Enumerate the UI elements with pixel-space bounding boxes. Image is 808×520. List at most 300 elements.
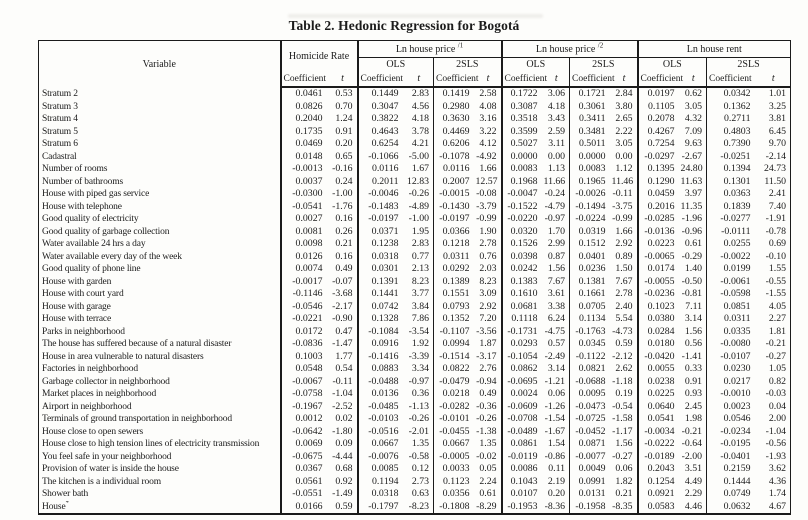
t-value-cell: -0.08 [476,188,497,200]
coefficient-cell: 0.0548 [281,363,329,376]
t-value-cell: 11.46 [611,175,634,187]
t-value-cell: 0.19 [615,388,633,400]
coefficient-cell: 0.0085 [358,463,405,476]
coefficient-cell: 0.0546 [707,413,757,426]
coefficient-cell: 0.0862 [502,363,544,376]
t-value-cell: 11.35 [680,200,703,212]
t-value-cell: 5.54 [615,313,633,325]
t-value-cell: 3.16 [479,113,497,125]
t-value-cell: -0.54 [612,400,633,412]
t-column-header: t [681,71,707,87]
ln-house-price-2-header [502,41,638,58]
t-value-cell: -2.52 [332,400,353,412]
coefficient-cell: 0.0991 [570,476,612,489]
rent-ols-header: OLS [638,58,707,72]
t-value-cell: 0.21 [335,238,353,250]
t-value-cell: 0.93 [684,388,703,400]
t-value-cell: -1.04 [332,388,353,400]
coefficient-cell: 0.1722 [502,87,544,101]
t-value-cell: 3.06 [547,88,566,100]
coefficient-cell: 0.0461 [281,87,329,101]
coefficient-cell: 0.0883 [358,363,405,376]
table-row [39,488,791,501]
t-value-cell: 2.99 [547,238,566,250]
coefficient-cell: 0.3061 [570,101,612,114]
t-value-cell: -2.17 [332,300,353,312]
coefficient-cell: -0.1084 [358,326,405,339]
t-value-cell: 2.59 [547,125,566,137]
coefficient-cell: 0.3481 [570,126,612,139]
t-value-cell: -8.35 [612,500,633,512]
t-column-header: t [544,71,570,87]
t-value-cell: 11.66 [543,175,566,187]
coefficient-cell: 0.6254 [358,138,405,151]
t-value-cell: 3.25 [768,100,787,112]
coefficient-cell: -0.1066 [358,151,405,164]
t-value-cell: 0.69 [768,238,787,250]
t-value-cell: 3.05 [684,100,703,112]
table-row [39,113,791,126]
table-row [39,276,791,289]
coefficient-cell: -0.0026 [570,188,612,201]
t-value-cell: 0.87 [547,250,566,262]
t-value-cell: 6.24 [547,313,566,325]
coefficient-cell: -0.0516 [358,426,405,439]
t-value-cell: -0.11 [332,375,353,387]
coefficient-cell: 0.0667 [434,438,476,451]
variable-cell: House close to high tension lines of electricity transmission [42,439,260,450]
table-row [39,138,791,151]
t-value-cell: -4.79 [544,200,566,212]
coefficient-cell: -0.1122 [570,351,612,364]
t-value-cell: 7.86 [411,313,430,325]
coefficient-cell: 0.0136 [358,388,405,401]
table-row [39,351,791,364]
coefficient-cell: 0.0320 [502,226,544,239]
t-value-cell: -0.90 [332,313,353,325]
t-value-cell: 12.57 [475,175,498,187]
table-row [39,176,791,189]
t-value-cell: 3.11 [548,138,566,150]
coefficient-cell: 0.2007 [434,176,476,189]
homicide-rate-header [281,41,358,72]
coefficient-cell: -0.0234 [707,426,757,439]
coefficient-cell: -0.1107 [434,326,476,339]
coefficient-column-header: Coefficient [281,71,329,87]
t-value-cell: 7.20 [479,313,497,325]
t-value-cell: 11.50 [764,175,787,187]
coefficient-cell: -0.0076 [358,451,405,464]
t-value-cell: 1.87 [479,338,497,350]
t-value-cell: -3.75 [612,200,633,212]
coefficient-cell: 0.0148 [281,151,329,164]
coefficient-cell: 0.0916 [358,338,405,351]
coefficient-cell: 0.0242 [502,263,544,276]
coefficient-cell: -0.0488 [358,376,405,389]
coefficient-column-header: Coefficient [502,71,544,87]
t-value-cell: 4.05 [768,300,787,312]
coefficient-cell: 0.1003 [281,351,329,364]
t-value-cell: -0.26 [408,413,430,425]
coefficient-cell: 0.2011 [358,176,405,189]
table-row [39,476,791,489]
coefficient-cell: 0.0180 [638,338,681,351]
t-value-cell: 2.84 [615,88,633,100]
variable-cell: The house has suffered because of a natural disaster [42,339,232,350]
variable-cell: Airport in neighborhood [42,401,132,412]
t-value-cell: 3.22 [479,125,497,137]
coefficient-cell: 0.0095 [570,388,612,401]
coefficient-cell: 0.0236 [570,263,612,276]
coefficient-cell: 0.0081 [281,226,329,239]
t-value-cell: 24.73 [764,163,787,175]
t-value-cell: 9.63 [684,138,703,150]
t-value-cell: -1.54 [544,413,566,425]
coefficient-cell: -0.0224 [570,213,612,226]
coefficient-cell: 0.0116 [358,163,405,176]
t-value-cell: 0.53 [335,88,353,100]
coefficient-cell: 0.1721 [570,87,612,101]
coefficient-cell: -0.1483 [358,201,405,214]
coefficient-cell: -0.0401 [707,451,757,464]
t-value-cell: -1.00 [332,188,353,200]
t-value-cell: 2.41 [768,188,787,200]
variable-cell: Stratum 6 [42,139,78,150]
coefficient-cell: 0.2078 [638,113,681,126]
coefficient-cell: 0.0033 [434,463,476,476]
t-value-cell: 1.40 [684,263,703,275]
coefficient-cell: 0.1391 [358,276,405,289]
coefficient-cell: 0.3047 [358,101,405,114]
table-row [39,163,791,176]
coefficient-cell: -0.0489 [502,426,544,439]
coefficient-cell: 0.0640 [638,401,681,414]
t-value-cell: 12.83 [406,175,430,187]
coefficient-cell: 0.3087 [502,101,544,114]
coefficient-cell: 0.0319 [570,226,612,239]
coefficient-cell: -0.0010 [707,388,757,401]
table-row [39,388,791,401]
coefficient-cell: 0.0172 [281,326,329,339]
coefficient-cell: 0.7390 [707,138,757,151]
coefficient-cell: 0.3518 [502,113,544,126]
coefficient-cell: 0.0821 [570,363,612,376]
coefficient-column-header: Coefficient [358,71,405,87]
variable-cell: Good quality of garbage collection [42,226,170,237]
t-value-cell: 0.89 [615,250,633,262]
t-value-cell: 1.55 [768,263,787,275]
coefficient-cell: 0.0284 [638,326,681,339]
t-column-header: t [405,71,434,87]
t-value-cell: -0.11 [612,188,633,200]
t-value-cell: 0.24 [335,175,353,187]
table-row [39,201,791,214]
coefficient-column-header: Coefficient [707,71,757,87]
coefficient-cell: 0.1449 [358,87,405,101]
table-row [39,188,791,201]
t-value-cell: 0.59 [615,338,633,350]
coefficient-cell: 0.0083 [502,163,544,176]
coefficient-cell: 0.0380 [638,313,681,326]
coefficient-cell: 0.3599 [502,126,544,139]
t-value-cell: 3.81 [768,113,787,125]
variable-cell: House with piped gas service [42,189,150,200]
coefficient-cell: 0.5011 [570,138,612,151]
t-value-cell: 0.20 [335,138,353,150]
t-value-cell: -0.64 [681,438,703,450]
coefficient-cell: 0.0921 [638,488,681,501]
table-row [39,263,791,276]
t-value-cell: -0.03 [765,388,787,400]
t-value-cell: -0.97 [408,375,430,387]
coefficient-cell: 0.0793 [434,301,476,314]
t-value-cell: -0.27 [612,450,633,462]
t-value-cell: -3.68 [332,288,353,300]
coefficient-cell: -0.0055 [638,276,681,289]
t-value-cell: 4.32 [684,113,703,125]
t-value-cell: -0.81 [681,288,703,300]
t-value-cell: 1.01 [768,88,787,100]
variable-cell: Terminals of ground transportation in neighborhood [42,414,232,425]
t-value-cell: -1.49 [332,488,353,500]
t-value-cell: 0.92 [335,475,353,487]
coefficient-cell: 0.0469 [281,138,329,151]
variable-cell: You feel safe in your neighborhood [42,451,172,462]
t-value-cell: -0.99 [612,213,633,225]
t-value-cell: 0.11 [548,463,566,475]
variable-cell: Number of rooms [42,164,108,175]
variable-cell: Market places in neighborhood [42,389,157,400]
coefficient-cell: 0.0301 [358,263,405,276]
t-value-cell: -0.16 [332,163,353,175]
coefficient-cell: 0.2159 [707,463,757,476]
variable-cell: Cadastral [42,151,77,162]
t-value-cell: -2.49 [544,350,566,362]
coefficient-cell: 0.0822 [434,363,476,376]
t-value-cell: -3.54 [408,325,430,337]
t-value-cell: -1.76 [332,200,353,212]
coefficient-cell: -0.0695 [502,376,544,389]
t-value-cell: -3.79 [476,200,497,212]
t-column-header: t [329,71,358,87]
t-value-cell: -0.78 [765,225,787,237]
table-row [39,338,791,351]
coefficient-cell: -0.0005 [434,451,476,464]
table-row [39,151,791,164]
variable-cell: The kitchen is a individual room [42,476,161,487]
t-value-cell: 3.09 [479,288,497,300]
coefficient-cell: 0.1301 [707,176,757,189]
variable-cell: Shower bath [42,489,89,500]
t-value-cell: 2.45 [684,400,703,412]
coefficient-cell: -0.0285 [638,213,681,226]
coefficient-cell: -0.1967 [281,401,329,414]
t-value-cell: 3.05 [615,138,633,150]
t-value-cell: 4.49 [684,475,703,487]
t-value-cell: 0.00 [615,150,633,162]
t-value-cell: 1.66 [615,225,633,237]
coefficient-cell: 0.1043 [502,476,544,489]
coefficient-cell: -0.0485 [358,401,405,414]
table-row [39,251,791,264]
coefficient-cell: -0.0136 [638,226,681,239]
coefficient-cell: -0.0420 [638,351,681,364]
coefficient-cell: 0.0367 [281,463,329,476]
coefficient-cell: -0.0080 [707,338,757,351]
t-value-cell: -0.26 [476,413,497,425]
t-value-cell: 0.02 [335,413,353,425]
t-value-cell: 3.14 [684,313,703,325]
t-value-cell: 2.92 [479,300,497,312]
coefficient-cell: 0.1444 [707,476,757,489]
coefficient-cell: 0.0000 [570,151,612,164]
t-value-cell: 9.70 [768,138,787,150]
t-value-cell: 8.23 [411,275,430,287]
coefficient-cell: -0.0300 [281,188,329,201]
coefficient-cell: 0.0225 [638,388,681,401]
t-value-cell: 3.97 [684,188,703,200]
t-value-cell: -0.24 [544,188,566,200]
t-value-cell: 0.91 [684,375,703,387]
t-value-cell: 3.51 [684,463,703,475]
coefficient-cell: 0.1395 [638,163,681,176]
coefficient-cell: 0.4267 [638,126,681,139]
t-value-cell: -1.96 [681,213,703,225]
t-value-cell: -1.41 [681,350,703,362]
t-column-header: t [476,71,502,87]
coefficient-cell: 0.0107 [502,488,544,501]
t-value-cell: -1.58 [612,413,633,425]
coefficient-cell: -0.1763 [570,326,612,339]
t-value-cell: 1.56 [547,263,566,275]
coefficient-cell: -0.0197 [434,213,476,226]
variable-cell: Parks in neighborhood [42,326,125,337]
t-value-cell: -4.89 [408,200,430,212]
coefficient-cell: 0.0401 [570,251,612,264]
coefficient-cell: -0.1416 [358,351,405,364]
regression-table [38,40,791,515]
coefficient-cell: 0.0561 [281,476,329,489]
t-value-cell: -0.86 [544,450,566,462]
t-value-cell: 0.49 [479,388,497,400]
t-value-cell: 1.56 [615,438,633,450]
t-value-cell: -1.47 [332,338,353,350]
coefficient-cell: 0.0223 [638,238,681,251]
t-value-cell: -8.29 [476,500,497,512]
t-value-cell: 0.59 [335,500,353,512]
table-row [39,451,791,464]
coefficient-cell: -0.1430 [434,201,476,214]
coefficient-cell: 0.0335 [707,326,757,339]
t-value-cell: 0.61 [479,488,497,500]
t-value-cell: -1.21 [544,375,566,387]
coefficient-cell: -0.1958 [570,501,612,515]
t-value-cell: -1.93 [765,450,787,462]
t-value-cell: 0.16 [335,250,353,262]
coefficient-cell: 0.1134 [570,313,612,326]
t-value-cell: 0.77 [411,250,430,262]
t-value-cell: 1.95 [411,225,430,237]
table-row [39,213,791,226]
coefficient-cell: 0.5027 [502,138,544,151]
coefficient-cell: -0.0455 [434,426,476,439]
t-value-cell: -0.10 [765,250,787,262]
coefficient-cell: -0.0189 [638,451,681,464]
variable-cell: Stratum 2 [42,88,78,99]
coefficient-cell: 0.0000 [502,151,544,164]
coefficient-cell: -0.0479 [434,376,476,389]
coefficient-cell: 0.0292 [434,263,476,276]
t-value-cell: 4.08 [479,100,497,112]
coefficient-cell: -0.0675 [281,451,329,464]
t-value-cell: -1.00 [408,213,430,225]
t-value-cell: 2.78 [479,238,497,250]
t-value-cell: -2.12 [612,350,633,362]
t-value-cell: 2.19 [547,475,566,487]
t-value-cell: -4.73 [612,325,633,337]
table-row [39,126,791,139]
coefficient-cell: -0.0119 [502,451,544,464]
t-value-cell: -0.56 [765,438,787,450]
coefficient-cell: 0.0345 [570,338,612,351]
coefficient-cell: 0.1328 [358,313,405,326]
t-value-cell: 24.80 [680,163,703,175]
coefficient-cell: -0.1797 [358,501,405,515]
coefficient-column-header: Coefficient [570,71,612,87]
coefficient-cell: -0.0067 [281,376,329,389]
coefficient-cell: -0.0297 [638,151,681,164]
t-value-cell: -0.36 [476,400,497,412]
coefficient-cell: -0.0688 [570,376,612,389]
coefficient-cell: 0.1389 [434,276,476,289]
coefficient-cell: -0.0598 [707,288,757,301]
coefficient-cell: 0.1610 [502,288,544,301]
t-value-cell: 2.76 [479,363,497,375]
coefficient-cell: 0.0174 [638,263,681,276]
coefficient-cell: -0.0197 [358,213,405,226]
coefficient-cell: -0.1054 [502,351,544,364]
price2-2sls-header: 2SLS [570,58,638,72]
ln-house-price-1-header [358,41,502,58]
t-value-cell: 1.05 [768,363,787,375]
t-value-cell: -4.75 [544,325,566,337]
t-value-cell: 2.62 [615,363,633,375]
homicide-rate-label: Homicide Rate [288,50,350,62]
table-row [39,413,791,426]
coefficient-cell: 0.0012 [281,413,329,426]
coefficient-cell: 0.3411 [570,113,612,126]
t-value-cell: -2.01 [408,425,430,437]
t-value-cell: -0.07 [332,275,353,287]
t-value-cell: -0.50 [681,275,703,287]
t-value-cell: 4.56 [411,100,430,112]
coefficient-cell: -0.0101 [434,413,476,426]
t-value-cell: 4.46 [684,500,703,512]
t-value-cell: -0.21 [765,338,787,350]
t-value-cell: 0.00 [547,150,566,162]
coefficient-cell: 0.0459 [638,188,681,201]
t-value-cell: 0.06 [615,463,633,475]
coefficient-cell: -0.0107 [707,351,757,364]
coefficient-cell: 0.0667 [358,438,405,451]
variable-cell: House close to open sewers [42,426,144,437]
coefficient-cell: 0.1551 [434,288,476,301]
table-row [39,463,791,476]
coefficient-cell: -0.0277 [707,213,757,226]
coefficient-cell: 0.7254 [638,138,681,151]
coefficient-cell: 0.0083 [570,163,612,176]
t-value-cell: -4.92 [476,150,497,162]
